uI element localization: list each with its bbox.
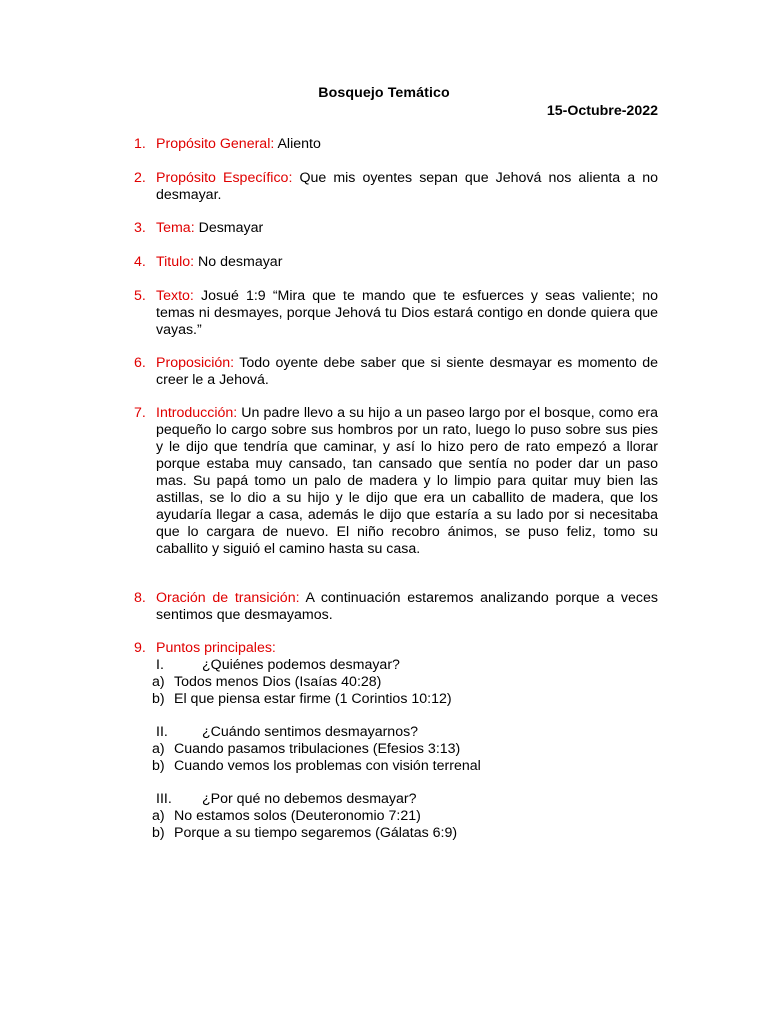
point-heading <box>156 657 400 674</box>
list-item-introduction <box>134 405 658 558</box>
item-text: No desmayar <box>194 254 283 270</box>
item-text: Un padre llevo a su hijo a un paseo largo por el bosque, como era pequeño lo cargo sobre sus hombros por un rato, luego lo puso sobre sus pies y le dijo que tendría que caminar, y así lo hizo pero de rato empezó a llorar porque estaba muy cansado, tan cansado que sentía no poder dar un paso mas. Su papá tomo un palo de madera y lo limpio para quitar muy bien las astillas, se lo dio a su hijo y le dijo que era un caballito de madera, que los ayudaría llegar a casa, además le dijo que estaría a su lado por si necesitaba que lo cargara de nuevo. El niño recobro ánimos, se puso feliz, tomo su caballito y siguió el camino hasta su casa. <box>156 405 658 557</box>
sub-point <box>152 741 460 758</box>
point-question: ¿Por qué no debemos desmayar? <box>202 791 417 807</box>
sub-point-text: El que piensa estar firme (1 Corintios 10:12) <box>174 691 452 707</box>
sub-point-text: Cuando pasamos tribulaciones (Efesios 3:13) <box>174 741 461 757</box>
sub-point <box>152 808 421 825</box>
item-label: Tema: <box>156 220 195 236</box>
list-item-main-points <box>134 640 658 657</box>
item-number: 3. <box>134 220 146 236</box>
item-number: 1. <box>134 136 146 152</box>
item-label: Oración de transición: <box>156 590 300 606</box>
item-text: Aliento <box>274 136 321 152</box>
document-title: Bosquejo Temático <box>318 85 450 101</box>
point-numeral: III. <box>156 791 172 807</box>
item-label: Texto: <box>156 288 194 304</box>
item-text: Desmayar <box>194 220 264 236</box>
sub-point <box>152 825 457 842</box>
sub-point-text: No estamos solos (Deuteronomio 7:21) <box>174 808 421 824</box>
sub-point-letter: b) <box>152 691 165 707</box>
list-item-transition <box>134 590 658 624</box>
item-number: 4. <box>134 254 146 270</box>
item-number: 8. <box>134 590 146 606</box>
item-label: Propósito General: <box>156 136 275 152</box>
item-number: 9. <box>134 640 146 656</box>
item-text: Que mis oyentes sepan que Jehová nos alienta a no desmayar. <box>156 170 658 203</box>
item-label: Puntos principales: <box>156 640 276 656</box>
list-item-general-purpose <box>134 136 658 153</box>
sub-point-letter: a) <box>152 808 165 824</box>
list-item-theme <box>134 220 658 237</box>
point-question: ¿Quiénes podemos desmayar? <box>202 657 400 673</box>
sub-point-letter: b) <box>152 825 165 841</box>
item-text: Todo oyente debe saber que si siente desmayar es momento de creer le a Jehová. <box>156 355 658 388</box>
point-numeral: I. <box>156 657 164 673</box>
item-text: A continuación estaremos analizando porque a veces sentimos que desmayamos. <box>156 590 658 623</box>
item-number: 6. <box>134 355 146 371</box>
item-number: 2. <box>134 170 146 186</box>
list-item-title <box>134 254 658 271</box>
point-heading <box>156 724 418 741</box>
item-label: Introducción: <box>156 405 238 421</box>
item-number: 7. <box>134 405 146 421</box>
point-question: ¿Cuándo sentimos desmayarnos? <box>202 724 419 740</box>
list-item-specific-purpose <box>134 170 658 204</box>
document-date: 15-Octubre-2022 <box>546 103 658 119</box>
sub-point-letter: b) <box>152 758 165 774</box>
sub-point-text: Todos menos Dios (Isaías 40:28) <box>174 674 382 690</box>
list-item-proposition <box>134 355 658 389</box>
item-label: Proposición: <box>156 355 235 371</box>
sub-point <box>152 691 452 708</box>
point-heading <box>156 791 417 808</box>
point-numeral: II. <box>156 724 168 740</box>
sub-point-letter: a) <box>152 741 165 757</box>
sub-point-letter: a) <box>152 674 165 690</box>
item-text: Josué 1:9 “Mira que te mando que te esfuerces y seas valiente; no temas ni desmayes, porque Jehová tu Dios estará contigo en donde quiera que vayas.” <box>156 288 658 338</box>
sub-point <box>152 674 381 691</box>
item-label: Propósito Específico: <box>156 170 293 186</box>
sub-point-text: Cuando vemos los problemas con visión terrenal <box>174 758 481 774</box>
sub-point <box>152 758 481 775</box>
list-item-text <box>134 288 658 339</box>
sub-point-text: Porque a su tiempo segaremos (Gálatas 6:9) <box>174 825 458 841</box>
item-label: Titulo: <box>156 254 195 270</box>
item-number: 5. <box>134 288 146 304</box>
